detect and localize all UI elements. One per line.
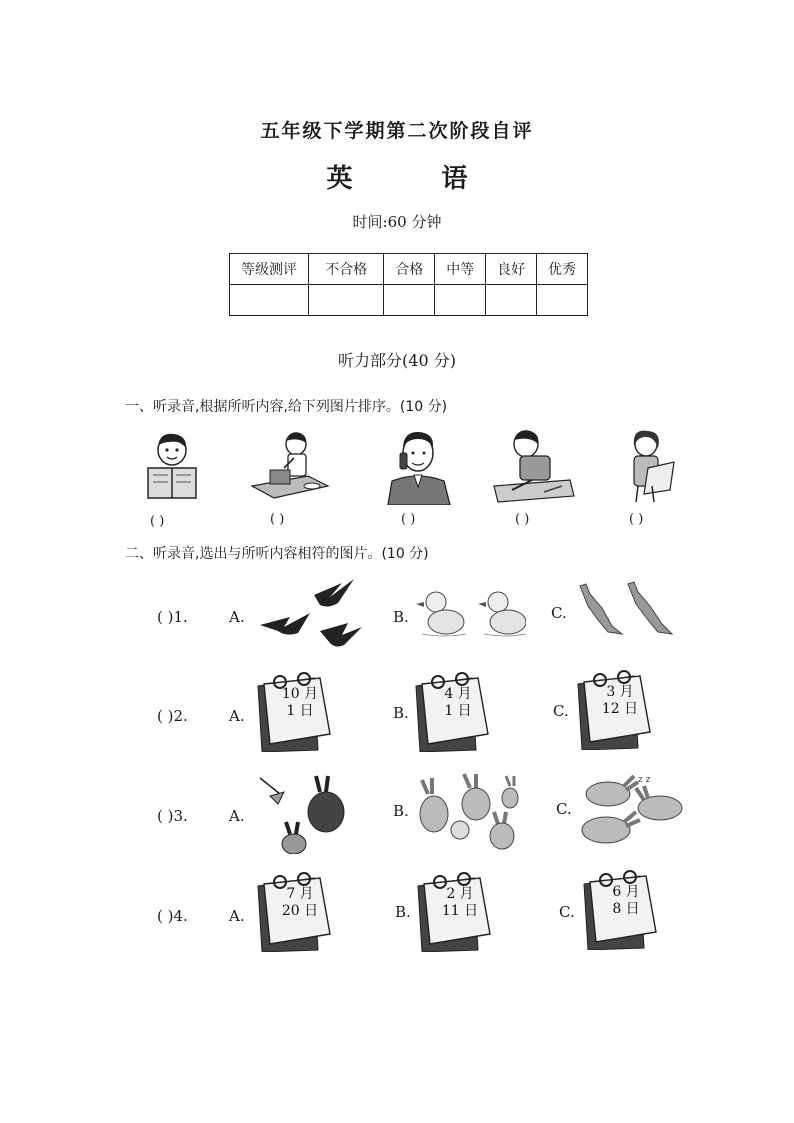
- option-letter[interactable]: B.: [393, 704, 409, 722]
- man-on-phone-icon: [384, 425, 454, 505]
- answer-blank[interactable]: ( ): [270, 512, 285, 527]
- section-title: 听力部分(40 分): [338, 351, 456, 370]
- answer-blank[interactable]: ( ): [629, 512, 644, 527]
- grade-header-cell: 合格: [384, 254, 435, 285]
- grade-header-cell: 等级测评: [230, 254, 309, 285]
- ducks-icon: [414, 586, 526, 642]
- calendar-date: [274, 886, 326, 920]
- calendar-icon: [256, 872, 334, 952]
- grade-entry-cell[interactable]: [486, 285, 537, 316]
- calendar-month: 4 月: [444, 686, 472, 702]
- option-letter[interactable]: B.: [393, 802, 409, 820]
- answer-blank[interactable]: ( ): [150, 514, 165, 529]
- calendar-day: 11 日: [441, 903, 479, 919]
- calendar-date: [600, 884, 652, 918]
- boy-drawing-icon: [492, 428, 576, 504]
- grade-table-header-row: [230, 254, 588, 285]
- option-letter[interactable]: A.: [229, 608, 245, 626]
- calendar-day: 8 日: [612, 901, 640, 917]
- grade-header-cell: 良好: [486, 254, 537, 285]
- calendar-date: [432, 686, 484, 720]
- calendar-day: 20 日: [281, 903, 319, 919]
- question-number[interactable]: ( )1.: [157, 608, 188, 626]
- calendar-icon: [414, 672, 492, 752]
- calendar-month: 6 月: [612, 884, 640, 900]
- answer-blank[interactable]: ( ): [515, 512, 530, 527]
- calendar-month: 7 月: [286, 886, 314, 902]
- calendar-month: 2 月: [446, 886, 474, 902]
- option-letter[interactable]: C.: [559, 903, 575, 921]
- question-number[interactable]: ( )4.: [157, 907, 188, 925]
- calendar-icon: [576, 670, 654, 750]
- rabbits-sleeping-icon: [578, 770, 686, 850]
- boy-cooking-icon: [248, 430, 330, 500]
- grade-header-cell: 中等: [435, 254, 486, 285]
- grade-entry-cell[interactable]: [230, 285, 309, 316]
- calendar-icon: [416, 872, 494, 952]
- calendar-day: 1 日: [286, 703, 314, 719]
- option-letter[interactable]: B.: [395, 903, 411, 921]
- option-letter[interactable]: A.: [229, 807, 245, 825]
- option-letter[interactable]: C.: [553, 702, 569, 720]
- grade-entry-cell[interactable]: [537, 285, 588, 316]
- option-letter[interactable]: A.: [229, 907, 245, 925]
- calendar-day: 1 日: [444, 703, 472, 719]
- calendar-month: 10 月: [281, 686, 319, 702]
- girl-reading-icon: [620, 428, 676, 504]
- grade-header-cell: 优秀: [537, 254, 588, 285]
- swallows-icon: [254, 575, 364, 655]
- grade-table: [229, 253, 588, 316]
- part1-instruction: 一、听录音,根据所听内容,给下列图片排序。(10 分): [125, 399, 448, 415]
- option-letter[interactable]: A.: [229, 707, 245, 725]
- subject-title: 英 语: [326, 164, 508, 194]
- answer-blank[interactable]: ( ): [401, 512, 416, 527]
- question-number[interactable]: ( )3.: [157, 807, 188, 825]
- svg-text:z z: z z: [638, 775, 651, 785]
- grade-entry-cell[interactable]: [435, 285, 486, 316]
- page-title: 五年级下学期第二次阶段自评: [260, 120, 534, 142]
- calendar-date: [434, 886, 486, 920]
- calendar-icon: [256, 672, 334, 752]
- calendar-date: [274, 686, 326, 720]
- option-letter[interactable]: C.: [551, 604, 567, 622]
- question-number[interactable]: ( )2.: [157, 707, 188, 725]
- calendar-month: 3 月: [606, 684, 634, 700]
- calendar-icon: [582, 870, 660, 950]
- kangaroos-icon: [572, 580, 676, 642]
- calendar-day: 12 日: [601, 701, 639, 717]
- part2-instruction: 二、听录音,选出与所听内容相符的图片。(10 分): [125, 546, 429, 562]
- grade-entry-cell[interactable]: [309, 285, 384, 316]
- rabbits-eating-icon: [256, 772, 352, 854]
- boy-reading-icon: [140, 430, 204, 502]
- rabbits-playing-icon: [414, 770, 522, 850]
- grade-entry-cell[interactable]: [384, 285, 435, 316]
- grade-header-cell: 不合格: [309, 254, 384, 285]
- time-limit: 时间:60 分钟: [352, 213, 442, 231]
- grade-table-entry-row: [230, 285, 588, 316]
- calendar-date: [594, 684, 646, 718]
- option-letter[interactable]: B.: [393, 608, 409, 626]
- option-letter[interactable]: C.: [556, 800, 572, 818]
